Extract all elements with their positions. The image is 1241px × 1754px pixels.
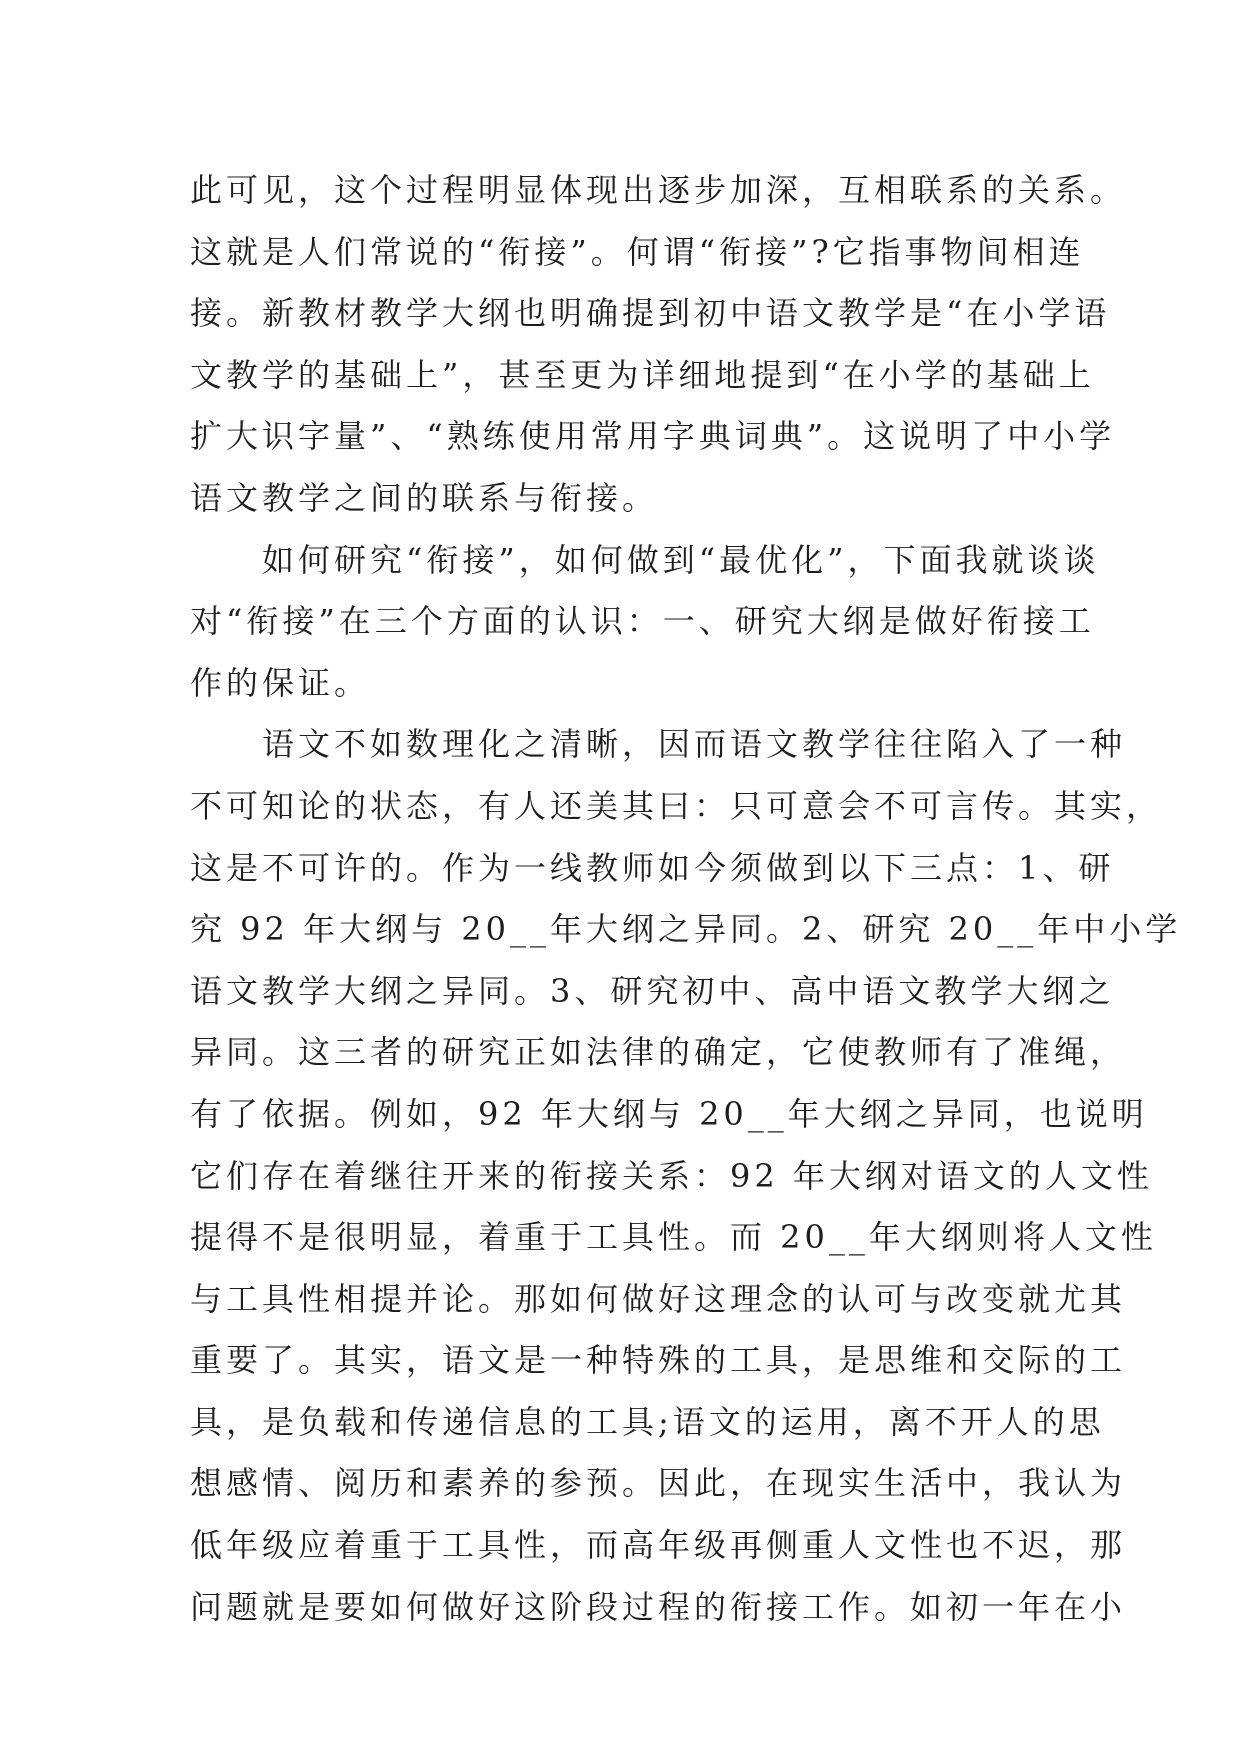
text-line: 此可见，这个过程明显体现出逐步加深，互相联系的关系。 <box>190 171 1127 209</box>
text-line: 异同。这三者的研究正如法律的确定，它使教师有了准绳， <box>190 1033 1127 1072</box>
text-line: 语文教学之间的联系与衔接。 <box>190 478 659 517</box>
text-line: 这是不可许的。作为一线教师如今须做到以下三点：1、研 <box>190 848 1115 887</box>
text-line: 文教学的基础上”，甚至更为详细地提到“在小学的基础上 <box>190 355 1095 394</box>
text-line: 问题就是要如何做好这阶段过程的衔接工作。如初一年在小 <box>190 1587 1127 1626</box>
text-line: 低年级应着重于工具性，而高年级再侧重人文性也不迟，那 <box>190 1526 1127 1565</box>
text-line: 究 92 年大纲与 20__年大纲之异同。2、研究 20__年中小学 <box>190 910 1182 949</box>
text-line: 它们存在着继往开来的衔接关系：92 年大纲对语文的人文性 <box>190 1156 1153 1195</box>
text-line: 提得不是很明显，着重于工具性。而 20__年大纲则将人文性 <box>190 1218 1157 1257</box>
text-line: 这就是人们常说的“衔接”。何谓“衔接”?它指事物间相连 <box>190 232 1085 271</box>
text-line: 与工具性相提并论。那如何做好这理念的认可与改变就尤其 <box>190 1279 1127 1318</box>
text-line: 接。新教材教学大纲也明确提到初中语文教学是“在小学语 <box>190 294 1111 333</box>
text-line: 想感情、阅历和素养的参预。因此，在现实生活中，我认为 <box>190 1464 1127 1503</box>
text-line: 扩大识字量”、“熟练使用常用字典词典”。这说明了中小学 <box>190 417 1116 456</box>
text-line: 如何研究“衔接”，如何做到“最优化”，下面我就谈谈 <box>190 540 1100 579</box>
text-line: 作的保证。 <box>190 663 371 702</box>
body-text <box>190 160 1182 1638</box>
text-line: 有了依据。例如，92 年大纲与 20__年大纲之异同，也说明 <box>190 1094 1148 1133</box>
text-line: 不可知论的状态，有人还美其曰：只可意会不可言传。其实， <box>190 786 1163 825</box>
text-line: 语文教学大纲之异同。3、研究初中、高中语文教学大纲之 <box>190 971 1115 1010</box>
text-line: 重要了。其实，语文是一种特殊的工具，是思维和交际的工 <box>190 1341 1127 1380</box>
text-line: 对“衔接”在三个方面的认识：一、研究大纲是做好衔接工 <box>190 602 1095 641</box>
text-line: 语文不如数理化之清晰，因而语文教学往往陷入了一种 <box>190 725 1127 764</box>
text-line: 具，是负载和传递信息的工具;语文的运用，离不开人的思 <box>190 1402 1105 1441</box>
